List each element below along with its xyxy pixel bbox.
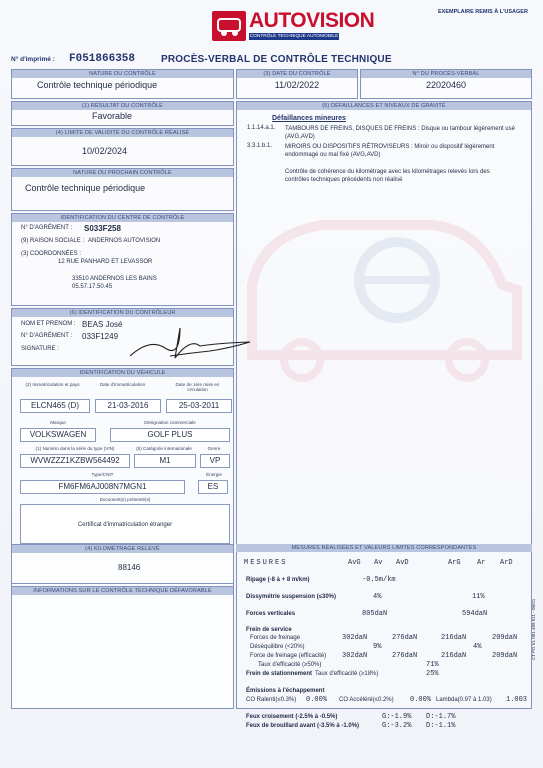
label-immat: (2) Immatriculation et pays [25,382,80,387]
lambda-label: Lambda(0.97 à 1.03) [436,697,492,703]
stat-taux-label: Taux d'efficacité (≥18%) [315,671,379,677]
immat-field: ELCN465 (D) [20,399,90,413]
taux-value: 71% [426,661,439,669]
center-social-value: ANDERNOS AUTOVISION [88,238,161,244]
km-box [11,544,234,584]
label-marque: Marque [50,420,66,425]
ripage-label: Ripage (-8 à + 8 m/km) [246,577,310,583]
brand-name: AUTOVISION [249,9,375,32]
energie-field: ES [198,480,228,494]
ffe-ard: 209daN [492,652,518,660]
label-date-immat: Date d'immatriculation [99,382,146,387]
forces-ar: 594daN [462,610,488,618]
marque-field: VOLKSWAGEN [20,428,96,442]
print-number: F051866358 [69,53,136,65]
label-design: Désignation commerciale [144,420,196,425]
lambda-value: 1.003 [506,696,528,704]
pv-value: 22020460 [425,80,467,90]
label-date-first: Date de 1ère mise en circulation [175,382,220,392]
vehicle-header: IDENTIFICATION DU VÉHICULE [12,369,233,377]
print-label: N° d'imprimé : [11,56,55,63]
ff-avd: 276daN [392,634,418,642]
controller-name-label: NOM ET PRENOM : [21,321,76,327]
date-first-field: 25-03-2011 [166,399,232,413]
col-av: Av [374,559,383,567]
ripage-value: -0.5m/km [362,576,396,584]
col-avd: AvD [396,559,409,567]
design-field: GOLF PLUS [110,428,230,442]
validity-header: (4) LIMITE DE VALIDITÉ DU CONTRÔLE RÉALISÉ [12,129,233,137]
result-value: Favorable [92,111,133,121]
dissym-ar: 11% [472,593,485,601]
document-title: PROCÈS-VERBAL DE CONTRÔLE TECHNIQUE [161,54,392,65]
type-field: FM6FM6AJ008N7MGN1 [20,480,185,494]
brand-subtitle: CONTRÔLE TECHNIQUE AUTOMOBILE [249,34,339,39]
co-value: 0.00% [306,696,328,704]
col-ard: ArD [500,559,513,567]
validity-value: 10/02/2024 [82,146,128,156]
defects-title: Défaillances mineures [272,115,346,122]
controller-header: (6) IDENTIFICATION DU CONTRÔLEUR [12,309,233,317]
ff-label: Forces de freinage [250,635,301,641]
defect-text-1: TAMBOURS DE FREINS, DISQUES DE FREINS : Disque ou tambour légèrement usé (AVG,AVD) [285,126,515,140]
controller-agr-label: N° D'AGRÉMENT : [21,333,73,339]
defect-code-2: 3.3.1.b.1. [247,143,273,149]
ffe-label: Force de freinage (efficacité) [250,653,327,659]
next-value: Contrôle technique périodique [25,183,146,193]
ff-ard: 209daN [492,634,518,642]
info-box [11,586,234,709]
label-docs: Document(s) présenté(s) [99,497,151,502]
emiss-header: Émissions à l'échappement [246,688,325,694]
center-agr-value: S033F258 [84,224,121,233]
feux-c-d: D:-1.7% [426,713,456,721]
defect-text-2: MIROIRS OU DISPOSITIFS RÉTROVISEURS : Miroir ou dispositif légèrement endommagé ou mal fixé (AVG,AVD) [285,144,495,158]
coa-label: CO Accéléré(≤0.2%) [339,697,394,703]
controller-agr-value: 033F1249 [82,332,119,341]
label-energie: Énergie [206,472,222,477]
result-box [11,101,234,126]
deseq-label: Déséquilibre (<20%) [250,644,305,650]
next-box [11,168,234,211]
defects-header: (5) DÉFAILLANCES ET NIVEAUX DE GRAVITÉ [237,102,531,110]
center-social-label: (9) RAISON SOCIALE : [21,238,85,244]
signature-icon [120,318,260,363]
ff-arg: 216daN [441,634,467,642]
docs-field: Certificat d'immatriculation étranger [20,504,230,544]
stat-label: Frein de stationnement [246,671,313,677]
next-header: NATURE DU PROCHAIN CONTRÔLE [12,169,233,177]
deseq-av: 9% [373,643,382,651]
copy-note: EXEMPLAIRE REMIS À L'USAGER [438,9,528,15]
km-header: (4) KILOMÉTRAGE RELEVÉ [12,545,233,553]
ff-avg: 302daN [342,634,368,642]
label-genre: Genre [207,446,221,451]
feux-b-g: G:-3.2% [382,722,412,730]
date-immat-field: 21-03-2016 [95,399,161,413]
center-addr2: 33510 ANDERNOS LES BAINS [72,276,157,282]
dissym-label: Dissymétrie suspension (≤30%) [246,594,336,600]
label-type: Type/CNIT [91,472,114,477]
col-arg: ArG [448,559,461,567]
forces-av: 805daN [362,610,388,618]
feux-c-g: G:-1.9% [382,713,412,721]
feux-b-d: D:-1.1% [426,722,456,730]
result-header: (1) RÉSULTAT DU CONTRÔLE [12,102,233,110]
nature-box [11,69,234,99]
defect-note: Contrôle de cohérence du kilométrage avec les kilométrages relevés lors des contrôles techniques précédents non réalisé [285,169,490,183]
nature-header: NATURE DU CONTRÔLE [12,70,233,78]
co-label: CO Ralenti(≤0.3%) [246,697,297,703]
center-agr-label: N° D'AGRÉMENT : [21,225,73,231]
deseq-ar: 4% [473,643,482,651]
ffe-avd: 276daN [392,652,418,660]
defect-code-1: 1.1.14.a.1. [247,125,276,131]
feux-c-label: Feux croisement (-2.5% à -0.5%) [246,714,338,720]
center-addr1: 12 RUE PANHARD ET LEVASSOR [58,259,153,265]
validity-box [11,128,234,166]
footer-ref: CT PD VL 001 489 011 - 08/21 [531,598,536,660]
dissym-av: 4% [373,593,382,601]
date-box [236,69,358,99]
feux-b-label: Feux de brouillard avant (-3.5% à -1.0%) [246,723,360,729]
controller-name-value: BEAS José [82,320,123,329]
genre-field: VP [200,454,230,468]
ffe-arg: 216daN [441,652,467,660]
vin-field: WVWZZZ1KZBW564492 [20,454,130,468]
cat-field: M1 [134,454,196,468]
stat-value: 25% [426,670,439,678]
ffe-avg: 302daN [342,652,368,660]
nature-value: Contrôle technique périodique [37,80,158,90]
km-value: 88146 [118,563,141,572]
autovision-logo-icon [212,11,246,41]
forces-label: Forces verticales [246,611,296,617]
controller-sig-label: SIGNATURE : [21,346,59,352]
label-cat: (5) Catégorie internationale [136,446,192,451]
taux-label: Taux d'efficacité (≥50%) [258,662,322,668]
col-avg: AvG [348,559,361,567]
coa-value: 0.00% [410,696,432,704]
pv-header: N° DU PROCÈS-VERBAL [361,70,531,78]
measures-title: MESURES [244,559,288,567]
center-header: IDENTIFICATION DU CENTRE DE CONTRÔLE [12,214,233,222]
measures-header: MESURES RÉALISÉES ET VALEURS LIMITES CORRESPONDANTES [236,544,532,552]
col-ar: Ar [477,559,486,567]
center-coord-label: (3) COORDONNÉES : [21,251,82,257]
pv-box [360,69,532,99]
frein-service-label: Frein de service [246,627,292,633]
label-vin: (1) Numéro dans la série du type (VIN) [35,446,115,451]
date-value: 11/02/2022 [274,80,320,90]
info-header: INFORMATIONS SUR LE CONTRÔLE TECHNIQUE DÉFAVORABLE [12,587,233,595]
center-phone: 05.57.17.50.45 [72,284,113,290]
date-header: (3) DATE DU CONTRÔLE [237,70,357,78]
